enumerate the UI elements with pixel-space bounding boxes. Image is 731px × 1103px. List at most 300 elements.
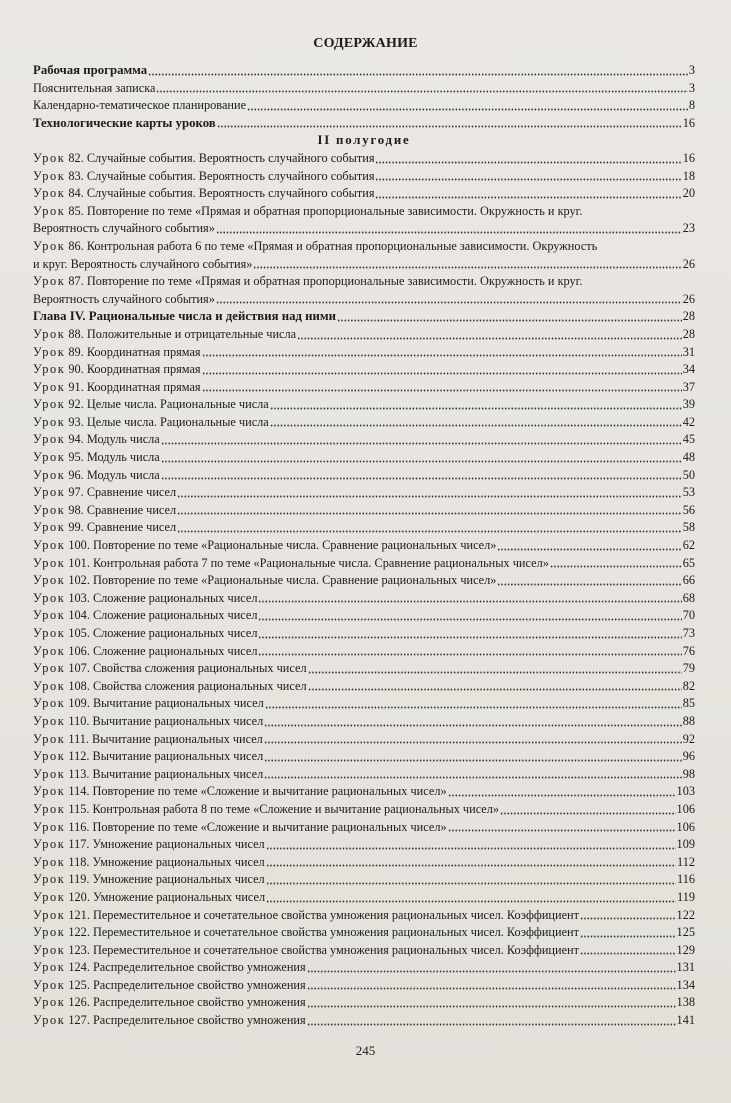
dot-leader xyxy=(217,125,682,128)
lesson-title: 125. Распределительное свойство умножения xyxy=(68,977,306,992)
lesson-word: Урок xyxy=(33,925,66,940)
dot-leader xyxy=(266,882,676,885)
page-ref: 79 xyxy=(682,661,695,676)
toc-entry-label xyxy=(33,871,265,889)
lesson-title-line1: 87. Повторение по теме «Прямая и обратная пропорциональные зависимости. Окружность и круг. xyxy=(68,274,583,289)
toc-entry-label xyxy=(33,396,269,414)
lesson-word: Урок xyxy=(33,379,66,394)
lesson-title: 120. Умножение рациональных чисел xyxy=(68,889,266,904)
page-ref: 62 xyxy=(682,538,695,553)
lesson-word: Урок xyxy=(33,168,66,183)
lesson-word: Урок xyxy=(33,854,66,869)
toc-entry[interactable] xyxy=(33,185,695,203)
dot-leader xyxy=(448,829,676,832)
page-ref: 37 xyxy=(682,379,695,394)
toc-entry-label xyxy=(33,819,447,837)
toc-entry-label xyxy=(33,660,307,678)
toc-entry-label: Пояснительная записка xyxy=(33,80,156,95)
toc-entry[interactable] xyxy=(33,537,695,555)
toc-entry-label xyxy=(33,678,307,696)
page-ref: 109 xyxy=(676,837,695,852)
page-ref: 3 xyxy=(688,63,695,77)
dot-leader xyxy=(265,706,682,709)
lesson-title: 92. Целые числа. Рациональные числа xyxy=(68,397,269,412)
page-ref: 116 xyxy=(677,872,695,887)
dot-leader xyxy=(258,636,681,639)
toc-entry[interactable] xyxy=(33,924,695,942)
lesson-word: Урок xyxy=(33,274,66,289)
toc-entry-label: Рабочая программа xyxy=(33,63,148,77)
toc-entry-lesson-85[interactable] xyxy=(33,203,695,238)
toc-entry[interactable] xyxy=(33,168,695,186)
page-ref: 45 xyxy=(682,432,695,447)
dot-leader xyxy=(337,319,682,322)
lesson-word: Урок xyxy=(33,1013,66,1028)
lesson-title: 84. Случайные события. Вероятность случайного события xyxy=(68,186,375,201)
toc-entry[interactable] xyxy=(33,502,695,520)
toc-entry-label xyxy=(33,748,263,766)
toc-entry-label xyxy=(33,713,263,731)
toc-entry[interactable] xyxy=(33,783,695,801)
page-ref: 131 xyxy=(676,960,695,975)
toc-entry[interactable] xyxy=(33,977,695,995)
dot-leader xyxy=(307,1023,676,1026)
lesson-title: 123. Переместительное и сочетательное свойства умножения рациональных чисел. Коэффициент xyxy=(68,942,579,957)
lesson-word: Урок xyxy=(33,661,66,676)
page-ref: 134 xyxy=(676,977,695,992)
lesson-word: Урок xyxy=(33,573,66,588)
toc-entry[interactable] xyxy=(33,889,695,907)
lesson-word: Урок xyxy=(33,960,66,975)
lesson-word: Урок xyxy=(33,626,66,640)
lesson-title-line2: и круг. Вероятность случайного события» xyxy=(33,256,253,271)
lesson-title: 88. Положительные и отрицательные числа xyxy=(68,326,297,341)
toc-entry[interactable] xyxy=(33,467,695,485)
toc-entry-label xyxy=(33,185,374,203)
toc-entry-label xyxy=(33,907,579,925)
toc-entry[interactable] xyxy=(33,379,695,397)
lesson-word: Урок xyxy=(33,643,66,658)
lesson-word: Урок xyxy=(33,749,66,764)
dot-leader xyxy=(258,600,681,603)
page-ref: 28 xyxy=(682,309,695,324)
page-ref: 68 xyxy=(682,590,695,605)
lesson-word: Урок xyxy=(33,819,66,834)
toc-entry-label xyxy=(33,519,176,537)
program-section xyxy=(33,62,695,132)
page-ref: 66 xyxy=(682,573,695,588)
toc-entry-label xyxy=(33,379,201,397)
toc-entry-label xyxy=(33,801,499,819)
lesson-word: Урок xyxy=(33,186,66,201)
lesson-title: 116. Повторение по теме «Сложение и вычитание рациональных чисел» xyxy=(68,819,447,834)
dot-leader xyxy=(500,812,675,815)
dot-leader xyxy=(264,776,681,779)
page-ref: 73 xyxy=(682,626,695,640)
lesson-word: Урок xyxy=(33,872,66,887)
dot-leader xyxy=(247,108,688,111)
page-ref: 58 xyxy=(682,520,695,535)
dot-leader xyxy=(253,266,681,269)
page-ref: 129 xyxy=(676,942,695,957)
toc-entry[interactable] xyxy=(33,590,695,608)
lesson-title: 118. Умножение рациональных чисел xyxy=(68,854,265,869)
lesson-word: Урок xyxy=(33,801,66,816)
page-ref: 103 xyxy=(676,784,695,799)
dot-leader xyxy=(161,477,682,480)
page-ref: 96 xyxy=(682,749,695,764)
toc-entry-chapter-4[interactable] xyxy=(33,308,695,326)
page-ref: 23 xyxy=(682,221,695,236)
page-ref: 112 xyxy=(677,854,695,869)
toc-entry[interactable] xyxy=(33,695,695,713)
toc-entry[interactable] xyxy=(33,801,695,819)
dot-leader xyxy=(202,372,682,375)
dot-leader xyxy=(580,917,676,920)
page-ref: 138 xyxy=(676,995,695,1010)
toc-entry-label xyxy=(33,150,374,168)
lesson-title-line2: Вероятность случайного события» xyxy=(33,221,215,236)
dot-leader xyxy=(497,548,681,551)
lesson-word: Урок xyxy=(33,678,66,693)
dot-leader xyxy=(266,864,676,867)
dot-leader xyxy=(580,952,676,955)
dot-leader xyxy=(308,671,682,674)
lesson-word: Урок xyxy=(33,942,66,957)
dot-leader xyxy=(266,847,676,850)
dot-leader xyxy=(202,354,682,357)
toc-entry[interactable] xyxy=(33,484,695,502)
lesson-title: 126. Распределительное свойство умножения xyxy=(68,995,306,1010)
lesson-word: Урок xyxy=(33,889,66,904)
lesson-word: Урок xyxy=(33,713,66,728)
dot-leader xyxy=(307,970,676,973)
toc-entry[interactable] xyxy=(33,396,695,414)
toc-entry[interactable] xyxy=(33,994,695,1012)
lesson-title-line2: Вероятность случайного события» xyxy=(33,291,215,306)
lesson-title: 90. Координатная прямая xyxy=(68,362,201,377)
lesson-title: 100. Повторение по теме «Рациональные числа. Сравнение рациональных чисел» xyxy=(68,538,497,553)
page-ref: 92 xyxy=(682,731,695,746)
toc-entry-label: Календарно-тематическое планирование xyxy=(33,98,247,113)
lesson-title: 97. Сравнение чисел xyxy=(68,485,177,500)
toc-entry-label xyxy=(33,449,160,467)
lesson-word: Урок xyxy=(33,837,66,852)
page-ref: 50 xyxy=(682,467,695,482)
lesson-word: Урок xyxy=(33,203,66,218)
lesson-title: 115. Контрольная работа 8 по теме «Сложение и вычитание рациональных чисел» xyxy=(68,801,500,816)
page-ref: 16 xyxy=(682,115,695,130)
lesson-title: 102. Повторение по теме «Рациональные числа. Сравнение рациональных чисел» xyxy=(68,573,497,588)
lesson-title: 89. Координатная прямая xyxy=(68,344,201,359)
dot-leader xyxy=(264,759,681,762)
toc-entry-label xyxy=(33,854,265,872)
lesson-word: Урок xyxy=(33,326,66,341)
page-ref: 26 xyxy=(682,256,695,271)
toc-entry-label xyxy=(33,1012,306,1030)
table-of-contents xyxy=(33,62,695,1030)
lesson-title: 82. Случайные события. Вероятность случайного события xyxy=(68,150,375,165)
dot-leader xyxy=(270,424,682,427)
page-ref: 82 xyxy=(682,678,695,693)
lesson-title: 122. Переместительное и сочетательное свойства умножения рациональных чисел. Коэффициент xyxy=(68,925,579,940)
lesson-word: Урок xyxy=(33,450,66,465)
half-year-heading: II полугодие xyxy=(317,133,411,148)
page-ref: 125 xyxy=(676,925,695,940)
dot-leader xyxy=(148,73,688,76)
lesson-word: Урок xyxy=(33,520,66,535)
dot-leader xyxy=(307,1005,676,1008)
dot-leader xyxy=(177,495,682,498)
dot-leader xyxy=(258,618,681,621)
toc-entry[interactable] xyxy=(33,97,695,115)
toc-entry-label xyxy=(33,977,306,995)
dot-leader xyxy=(216,301,682,304)
lesson-word: Урок xyxy=(33,150,66,165)
page-ref: 26 xyxy=(682,291,695,306)
toc-entry[interactable] xyxy=(33,519,695,537)
toc-entry-label xyxy=(33,344,201,362)
lesson-title: 103. Сложение рациональных чисел xyxy=(68,590,258,605)
lesson-title: 111. Вычитание рациональных чисел xyxy=(68,731,263,746)
toc-entry-label: Технологические карты уроков xyxy=(33,115,216,130)
page-ref: 31 xyxy=(682,344,695,359)
dot-leader xyxy=(497,583,681,586)
toc-entry[interactable] xyxy=(33,836,695,854)
toc-entry[interactable] xyxy=(33,660,695,678)
page-ref: 53 xyxy=(682,485,695,500)
lesson-word: Урок xyxy=(33,397,66,412)
dot-leader xyxy=(156,90,687,93)
lesson-title: 124. Распределительное свойство умножения xyxy=(68,960,306,975)
lesson-word: Урок xyxy=(33,414,66,429)
toc-entry[interactable] xyxy=(33,80,695,98)
page-ref: 8 xyxy=(688,98,695,113)
lesson-word: Урок xyxy=(33,608,66,623)
page-ref: 119 xyxy=(677,889,695,904)
lesson-title: 113. Вычитание рациональных чисел xyxy=(68,766,264,781)
toc-entry-label xyxy=(33,783,447,801)
page-ref: 42 xyxy=(682,414,695,429)
lesson-word: Урок xyxy=(33,731,66,746)
page-ref: 65 xyxy=(682,555,695,570)
dot-leader xyxy=(266,900,676,903)
lesson-title: 117. Умножение рациональных чисел xyxy=(68,837,265,852)
toc-entry-label xyxy=(33,959,306,977)
chapter-title: Глава IV. Рациональные числа и действия над ними xyxy=(33,309,336,324)
dot-leader xyxy=(264,741,682,744)
toc-entry[interactable] xyxy=(33,431,695,449)
dot-leader xyxy=(375,178,681,181)
toc-entry-label xyxy=(33,766,263,784)
lesson-word: Урок xyxy=(33,907,66,922)
page-ref: 56 xyxy=(682,502,695,517)
toc-entry-label xyxy=(33,942,579,960)
lesson-word: Урок xyxy=(33,502,66,517)
lesson-word: Урок xyxy=(33,766,66,781)
page-ref: 34 xyxy=(682,362,695,377)
dot-leader xyxy=(448,794,676,797)
dot-leader xyxy=(308,688,682,691)
page-ref: 18 xyxy=(682,168,695,183)
page-ref: 39 xyxy=(682,397,695,412)
lesson-title: 114. Повторение по теме «Сложение и вычитание рациональных чисел» xyxy=(68,784,447,799)
dot-leader xyxy=(258,653,681,656)
toc-entry[interactable] xyxy=(33,731,695,749)
lesson-word: Урок xyxy=(33,467,66,482)
dot-leader xyxy=(202,389,682,392)
page-ref: 106 xyxy=(676,819,695,834)
lesson-title: 112. Вычитание рациональных чисел xyxy=(68,749,264,764)
toc-entry[interactable] xyxy=(33,1012,695,1030)
page-ref: 122 xyxy=(676,907,695,922)
toc-entry[interactable] xyxy=(33,678,695,696)
lesson-word: Урок xyxy=(33,538,66,553)
lesson-word: Урок xyxy=(33,590,66,605)
lesson-title: 105. Сложение рациональных чисел xyxy=(68,626,258,640)
lesson-title: 121. Переместительное и сочетательное свойства умножения рациональных чисел. Коэффициент xyxy=(68,907,579,922)
lesson-title-line1: 85. Повторение по теме «Прямая и обратная пропорциональные зависимости. Окружность и круг. xyxy=(68,203,583,218)
lesson-title: 98. Сравнение чисел xyxy=(68,502,177,517)
toc-entry[interactable] xyxy=(33,607,695,625)
page-ref: 70 xyxy=(682,608,695,623)
lesson-title: 109. Вычитание рациональных чисел xyxy=(68,696,264,711)
lesson-word: Урок xyxy=(33,238,66,253)
dot-leader xyxy=(270,407,682,410)
toc-entry-label xyxy=(33,731,263,749)
dot-leader xyxy=(580,935,676,938)
lesson-title: 101. Контрольная работа 7 по теме «Рациональные числа. Сравнение рациональных чисел» xyxy=(68,555,549,570)
toc-entry-label xyxy=(33,889,265,907)
toc-entry-label xyxy=(33,555,549,573)
page-ref: 98 xyxy=(682,766,695,781)
lesson-word: Урок xyxy=(33,432,66,447)
toc-entry[interactable] xyxy=(33,555,695,573)
lesson-title: 108. Свойства сложения рациональных чисел xyxy=(68,678,307,693)
lesson-word: Урок xyxy=(33,995,66,1010)
toc-entry[interactable] xyxy=(33,62,695,80)
dot-leader xyxy=(375,196,681,199)
lesson-title: 94. Модуль числа xyxy=(68,432,160,447)
lesson-title: 93. Целые числа. Рациональные числа xyxy=(68,414,269,429)
dot-leader xyxy=(216,231,682,234)
toc-entry-label xyxy=(33,572,496,590)
lesson-title: 96. Модуль числа xyxy=(68,467,160,482)
page-number: 245 xyxy=(355,1043,376,1058)
dot-leader xyxy=(177,512,682,515)
lesson-title: 83. Случайные события. Вероятность случайного события xyxy=(68,168,375,183)
page-ref: 16 xyxy=(682,150,695,165)
dot-leader xyxy=(161,460,682,463)
lesson-word: Урок xyxy=(33,977,66,992)
toc-entry-label xyxy=(33,537,496,555)
toc-entry-label xyxy=(33,590,257,608)
toc-entry[interactable] xyxy=(33,572,695,590)
toc-entry-label xyxy=(33,414,269,432)
dot-leader xyxy=(550,565,682,568)
toc-entry[interactable] xyxy=(33,115,695,133)
toc-entry[interactable] xyxy=(33,344,695,362)
toc-entry-label xyxy=(33,326,296,344)
toc-entry-label xyxy=(33,502,176,520)
toc-entry[interactable] xyxy=(33,942,695,960)
page-ref: 48 xyxy=(682,450,695,465)
page-ref: 28 xyxy=(682,326,695,341)
lesson-title: 127. Распределительное свойство умножения xyxy=(68,1013,306,1028)
lessons-82-84 xyxy=(33,150,695,203)
toc-entry[interactable] xyxy=(33,643,695,661)
toc-entry[interactable] xyxy=(33,361,695,379)
toc-entry[interactable] xyxy=(33,766,695,784)
toc-entry[interactable] xyxy=(33,414,695,432)
toc-entry[interactable] xyxy=(33,449,695,467)
lesson-title: 95. Модуль числа xyxy=(68,450,160,465)
toc-entry[interactable] xyxy=(33,854,695,872)
lesson-word: Урок xyxy=(33,344,66,359)
page-ref: 85 xyxy=(682,696,695,711)
dot-leader xyxy=(161,442,682,445)
lesson-title-line1: 86. Контрольная работа 6 по теме «Прямая и обратная пропорциональные зависимости. Окружность xyxy=(68,238,598,253)
toc-entry[interactable] xyxy=(33,326,695,344)
page-title: СОДЕРЖАНИЕ xyxy=(313,36,418,51)
lesson-title: 104. Сложение рациональных чисел xyxy=(68,608,258,623)
toc-entry[interactable] xyxy=(33,150,695,168)
lesson-word: Урок xyxy=(33,555,66,570)
page-ref: 3 xyxy=(688,80,695,95)
lesson-title: 110. Вычитание рациональных чисел xyxy=(68,713,264,728)
page-ref: 141 xyxy=(676,1013,695,1028)
toc-entry-label xyxy=(33,695,264,713)
dot-leader xyxy=(375,161,681,164)
page-ref: 106 xyxy=(676,801,695,816)
lesson-title: 119. Умножение рациональных чисел xyxy=(68,872,265,887)
toc-entry-lesson-87[interactable] xyxy=(33,273,695,308)
toc-entry[interactable] xyxy=(33,625,695,643)
page-ref: 20 xyxy=(682,186,695,201)
toc-entry-label xyxy=(33,625,257,643)
lesson-word: Урок xyxy=(33,485,66,500)
toc-entry-label xyxy=(33,643,257,661)
toc-entry-label xyxy=(33,467,160,485)
lesson-title: 99. Сравнение чисел xyxy=(68,520,177,535)
toc-entry[interactable] xyxy=(33,959,695,977)
toc-entry-label xyxy=(33,994,306,1012)
toc-entry-label xyxy=(33,361,201,379)
lesson-word: Урок xyxy=(33,362,66,377)
toc-entry[interactable] xyxy=(33,713,695,731)
toc-entry[interactable] xyxy=(33,748,695,766)
dot-leader xyxy=(307,987,676,990)
toc-entry[interactable] xyxy=(33,907,695,925)
lesson-title: 107. Свойства сложения рациональных чисел xyxy=(68,661,307,676)
page-ref: 88 xyxy=(682,713,695,728)
toc-entry[interactable] xyxy=(33,871,695,889)
toc-entry[interactable] xyxy=(33,819,695,837)
lessons-88-127 xyxy=(33,326,695,1030)
dot-leader xyxy=(177,530,682,533)
toc-entry-label xyxy=(33,431,160,449)
lesson-word: Урок xyxy=(33,784,66,799)
toc-entry-label xyxy=(33,168,374,186)
lesson-title: 106. Сложение рациональных чисел xyxy=(68,643,258,658)
toc-entry-lesson-86[interactable] xyxy=(33,238,695,273)
lesson-word: Урок xyxy=(33,696,66,711)
dot-leader xyxy=(297,337,682,340)
page-ref: 76 xyxy=(682,643,695,658)
toc-entry-label xyxy=(33,607,257,625)
toc-entry-label xyxy=(33,484,176,502)
toc-entry-label xyxy=(33,924,579,942)
